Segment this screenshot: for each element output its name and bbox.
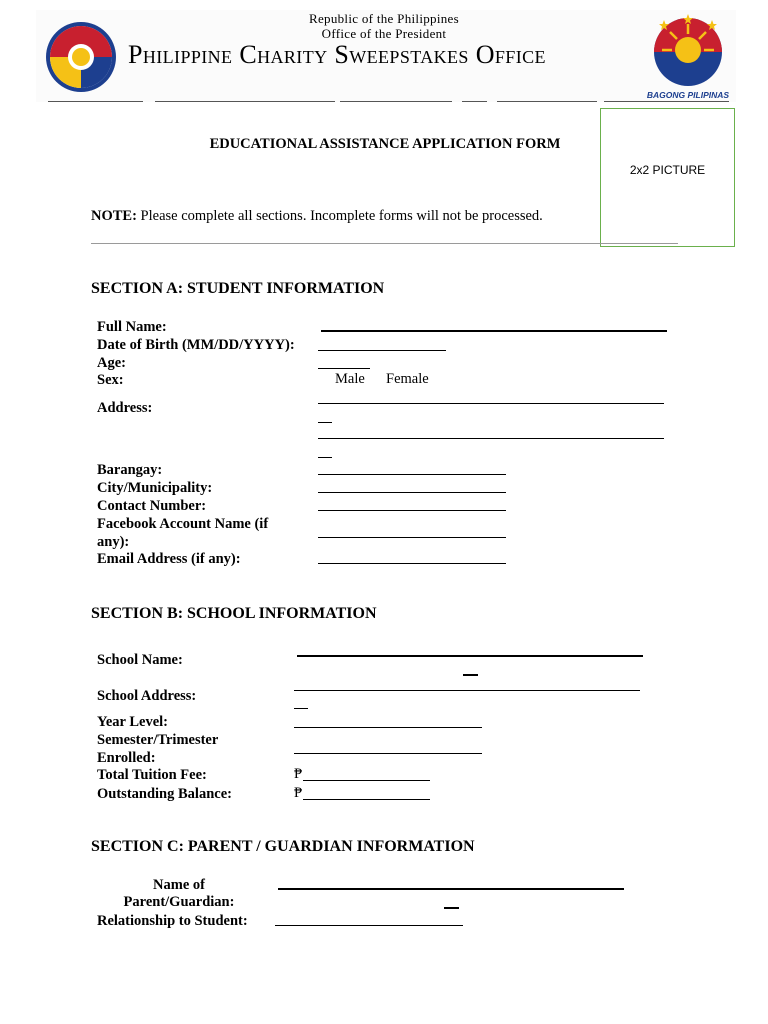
office-line: Office of the President <box>321 26 447 41</box>
header-rule <box>48 101 143 102</box>
facebook-field[interactable] <box>318 537 506 538</box>
section-b-heading: SECTION B: SCHOOL INFORMATION <box>91 605 377 622</box>
semester-label-line-1: Semester/Trimester <box>97 732 219 748</box>
guardian-name-label-line-1: Name of <box>153 877 205 893</box>
age-field[interactable] <box>318 368 370 369</box>
header-rule <box>340 101 452 102</box>
form-title: EDUCATIONAL ASSISTANCE APPLICATION FORM <box>209 136 561 152</box>
full-name-label: Full Name: <box>97 319 167 335</box>
year-level-label: Year Level: <box>97 714 168 730</box>
full-name-field[interactable] <box>321 330 667 332</box>
address-field-line-2-tail <box>318 457 332 458</box>
note-divider <box>91 243 678 244</box>
address-label: Address: <box>97 400 153 416</box>
balance-peso-sign: ₱ <box>294 785 303 801</box>
guardian-name-label-line-2: Parent/Guardian: <box>123 894 235 910</box>
school-name-field[interactable] <box>297 655 643 657</box>
school-address-field-tail <box>294 708 308 709</box>
section-c-heading: SECTION C: PARENT / GUARDIAN INFORMATION <box>91 838 475 855</box>
sex-option-male[interactable]: Male <box>335 371 365 387</box>
dob-label: Date of Birth (MM/DD/YYYY): <box>97 337 295 353</box>
guardian-name-field-tail <box>444 907 459 909</box>
school-address-field[interactable] <box>294 690 640 691</box>
header-rule <box>155 101 335 102</box>
city-label: City/Municipality: <box>97 480 213 496</box>
header-rule <box>604 101 729 102</box>
city-field[interactable] <box>318 492 506 493</box>
bagong-pilipinas-logo-icon <box>650 14 726 90</box>
address-field-line-1-tail <box>318 422 332 423</box>
facebook-label-line-2: any): <box>97 534 130 550</box>
barangay-field[interactable] <box>318 474 506 475</box>
semester-field[interactable] <box>294 753 482 754</box>
tuition-peso-sign: ₱ <box>294 766 303 782</box>
dob-field[interactable] <box>318 350 446 351</box>
contact-field[interactable] <box>318 510 506 511</box>
semester-label-line-2: Enrolled: <box>97 750 156 766</box>
sex-option-female[interactable]: Female <box>386 371 429 387</box>
note-text: Please complete all sections. Incomplete forms will not be processed. <box>136 208 543 224</box>
tuition-label: Total Tuition Fee: <box>97 767 207 783</box>
guardian-name-field[interactable] <box>278 888 624 890</box>
age-label: Age: <box>97 355 126 371</box>
email-field[interactable] <box>318 563 506 564</box>
facebook-label-line-1: Facebook Account Name (if <box>97 516 269 532</box>
republic-line: Republic of the Philippines <box>308 11 459 26</box>
relationship-label: Relationship to Student: <box>97 913 248 929</box>
balance-field[interactable] <box>303 799 430 800</box>
sex-label: Sex: <box>97 372 124 388</box>
school-name-field-tail <box>463 674 478 676</box>
photo-box <box>600 108 735 247</box>
header-rule <box>497 101 597 102</box>
brand-tagline: BAGONG PILIPINAS <box>646 90 730 100</box>
relationship-field[interactable] <box>275 925 463 926</box>
photo-label: 2x2 PICTURE <box>629 162 706 177</box>
agency-name: Philippine Charity Sweepstakes Office <box>128 40 546 69</box>
school-name-label: School Name: <box>97 652 183 668</box>
note <box>91 208 543 225</box>
note-label: NOTE: <box>91 208 137 224</box>
tuition-field[interactable] <box>303 780 430 781</box>
header-rule <box>462 101 487 102</box>
section-a-heading: SECTION A: STUDENT INFORMATION <box>91 280 385 297</box>
barangay-label: Barangay: <box>97 462 163 478</box>
email-label: Email Address (if any): <box>97 551 241 567</box>
contact-label: Contact Number: <box>97 498 207 514</box>
balance-label: Outstanding Balance: <box>97 786 232 802</box>
address-field-line-1[interactable] <box>318 403 664 404</box>
year-level-field[interactable] <box>294 727 482 728</box>
address-field-line-2[interactable] <box>318 438 664 439</box>
school-address-label: School Address: <box>97 688 197 704</box>
